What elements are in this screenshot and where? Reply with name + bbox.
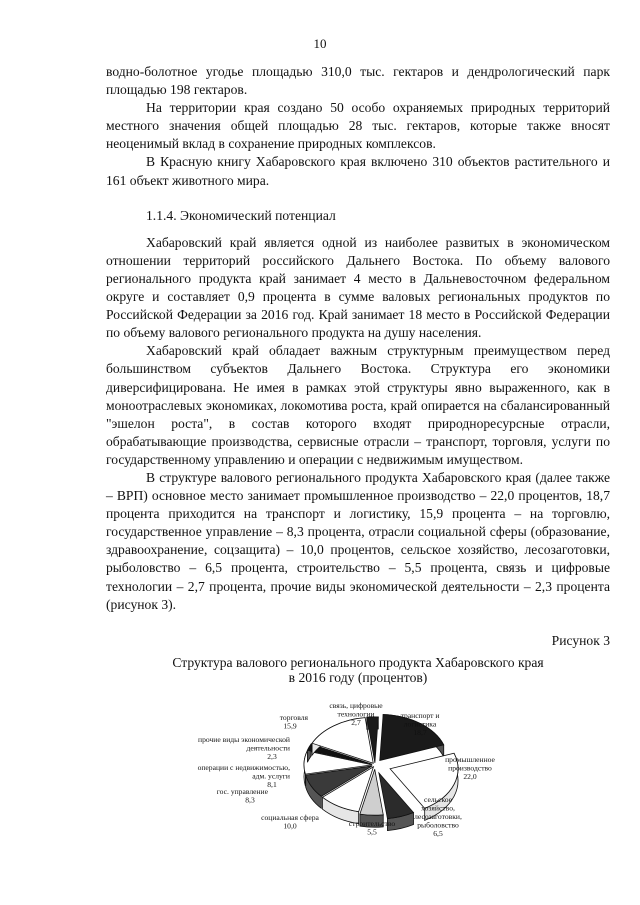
pie-category-label-other: прочие виды экономической [198, 735, 290, 744]
grp-structure-pie-chart [160, 690, 540, 860]
pie-category-label-gov: гос. управление [216, 787, 268, 796]
figure-title-line-1: Структура валового регионального продукта Хабаровского края [172, 655, 544, 670]
pie-category-label-telecom: связь, цифровые [329, 701, 383, 710]
section-heading: 1.1.4. Экономический потенциал [146, 207, 336, 223]
pie-category-label-industry: производство [448, 763, 492, 773]
paragraph-protected-areas: На территории края создано 50 особо охраняемых природных территорий местного значения общей площадью 28 тыс. гектаров, которые также вносят неоценимый вклад в сохранение природных комплексов. [106, 100, 610, 152]
pie-category-label-agro: рыболовство [417, 820, 459, 830]
pie-category-label-agro: сельское [423, 795, 453, 804]
pie-category-label-telecom: технологии [337, 709, 375, 719]
pie-value-label-construction: 5,5 [367, 827, 377, 837]
pie-value-label-industry: 22,0 [463, 772, 477, 781]
pie-category-label-realty: адм. услуги [252, 771, 290, 781]
pie-value-label-telecom: 2,7 [351, 718, 361, 727]
paragraph-structure: Хабаровский край обладает важным структурным преимуществом перед большинством субъектов Дальнего Востока. Структура его экономики диверсифицирована. Не имея в рамках этой структуры явно выраженного, как в моноотраслевых экономиках, локомотива роста, край опирается на сбалансированный "эшелон роста", в состав которого входят природноресурсные отрасли, обрабатывающие производства, сервисные отрасли – транспорт, торговля, услуги по государственному управлению и операции с недвижимым имуществом. [106, 343, 610, 467]
pie-category-label-trade: торговля [279, 713, 308, 722]
body-text [106, 63, 610, 614]
pie-category-label-agro: лесозаготовки, [414, 812, 462, 821]
pie-value-label-social: 10,0 [283, 821, 297, 831]
pie-category-label-industry: промышленное [445, 755, 495, 764]
paragraph-wetland: водно-болотное угодье площадью 310,0 тыс. гектаров и дендрологический парк площадью 198 гектаров. [106, 64, 610, 98]
page-number: 10 [313, 36, 327, 51]
pie-value-label-realty: 8,1 [267, 780, 277, 789]
figure-label: Рисунок 3 [551, 633, 610, 648]
pie-category-label-transport: транспорт и [400, 711, 440, 720]
pie-value-label-gov: 8,3 [245, 795, 255, 805]
figure-title [106, 655, 610, 685]
paragraph-grp: В структуре валового регионального продукта Хабаровского края (далее также – ВРП) основное место занимает промышленное производство – 22,0 процентов, 18,7 процента приходится на транспорт и логистику, 15,9 процента – на торговлю, государственное управление – 8,3 процента, отрасли социальной сферы (образование, здравоохранение, соцзащита) – 10,0 процентов, сельское хозяйство, лесозаготовки, рыболовство – 6,5 процента, строительство – 5,5 процента, связь и цифровые технологии – 2,7 процента, прочие виды экономической деятельности – 2,3 процента (рисунок 3). [106, 469, 610, 612]
pie-category-label-transport: логистика [403, 719, 437, 729]
pie-value-label-trade: 15,9 [283, 721, 297, 731]
paragraph-economy: Хабаровский край является одной из наиболее развитых в экономическом отношении территорий российского Дальнего Востока. По объему валового регионального продукта край занимает 4 место в Дальневосточном федеральном округе и составляет 0,9 процента в сумме валовых региональных продуктов по Российской Федерации за 2016 год. Край занимает 18 место в Российской Федерации по объему валового регионального продукта на душу населения. [106, 234, 610, 341]
pie-category-label-construction: строительство [348, 819, 396, 828]
pie-category-label-realty: операции с недвижимостью, [197, 763, 290, 772]
pie-value-label-transport: 18,7 [413, 728, 427, 737]
figure-title-line-2: в 2016 году (процентов) [288, 670, 428, 685]
pie-category-label-social: социальная сфера [261, 813, 319, 822]
pie-value-label-other: 2,3 [267, 752, 277, 761]
pie-category-label-other: деятельности [246, 743, 290, 753]
paragraph-red-book: В Красную книгу Хабаровского края включено 310 объектов растительного и 161 объект животного мира. [106, 154, 610, 188]
pie-value-label-agro: 6,5 [433, 829, 443, 838]
pie-category-label-agro: хозяйство, [421, 803, 455, 813]
